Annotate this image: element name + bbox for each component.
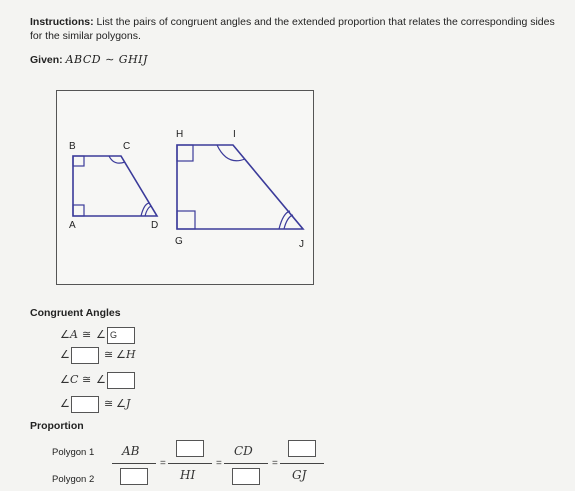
answer-box[interactable] bbox=[176, 440, 204, 457]
fraction-numerator: CD bbox=[234, 444, 253, 458]
fraction-bar bbox=[112, 463, 156, 464]
fraction-denominator: HI bbox=[180, 468, 196, 482]
angle-symbol: ∠ bbox=[60, 348, 70, 361]
instructions-body: List the pairs of congruent angles and the extended proportion that relates the corresponding sides for the similar polygons. bbox=[30, 16, 555, 42]
angle-row-2 bbox=[60, 347, 160, 365]
angle-symbol: ∠ bbox=[60, 328, 70, 341]
right-angle-g-icon bbox=[177, 211, 195, 229]
equals-sign: = bbox=[216, 458, 222, 469]
label-b: B bbox=[69, 141, 76, 152]
answer-box[interactable]: G bbox=[107, 327, 135, 344]
equals-sign: = bbox=[160, 458, 166, 469]
label-i: I bbox=[233, 129, 236, 140]
fraction-1 bbox=[112, 442, 156, 487]
equals-sign: = bbox=[272, 458, 278, 469]
given-line bbox=[30, 53, 148, 66]
right-angle-b-icon bbox=[73, 156, 84, 166]
answer-box[interactable] bbox=[288, 440, 316, 457]
label-a: A bbox=[69, 220, 76, 231]
congruent-angles-heading: Congruent Angles bbox=[30, 307, 121, 319]
given-lead: Given: bbox=[30, 54, 63, 66]
angle-name: H bbox=[126, 348, 136, 361]
polygons-figure bbox=[56, 90, 314, 285]
angle-name: C bbox=[70, 373, 79, 386]
angle-symbol: ∠ bbox=[116, 397, 126, 410]
angle-symbol: ∠ bbox=[116, 348, 126, 361]
angle-name: A bbox=[70, 328, 78, 341]
fraction-bar bbox=[168, 463, 212, 464]
polygons-diagram bbox=[57, 91, 313, 284]
right-angle-h-icon bbox=[177, 145, 193, 161]
answer-box[interactable] bbox=[120, 468, 148, 485]
instructions-lead: Instructions: bbox=[30, 16, 94, 28]
polygon1-label: Polygon 1 bbox=[52, 447, 95, 458]
answer-box[interactable] bbox=[71, 396, 99, 413]
angle-j-arc2-icon bbox=[284, 215, 293, 229]
proportion-heading: Proportion bbox=[30, 420, 84, 432]
right-angle-a-icon bbox=[73, 205, 84, 216]
label-h: H bbox=[176, 129, 184, 140]
given-statement: ABCD ∼ GHIJ bbox=[65, 53, 148, 66]
fraction-4 bbox=[280, 440, 324, 487]
congruent-symbol: ≅ bbox=[82, 328, 92, 341]
instructions-text bbox=[30, 16, 565, 43]
angle-symbol: ∠ bbox=[60, 373, 70, 386]
congruent-symbol: ≅ bbox=[82, 373, 92, 386]
answer-box[interactable] bbox=[71, 347, 99, 364]
angle-row-1 bbox=[60, 327, 140, 345]
fraction-3 bbox=[224, 442, 268, 487]
angle-row-4 bbox=[60, 396, 160, 414]
angle-name: J bbox=[126, 397, 131, 410]
congruent-symbol: ≅ bbox=[104, 348, 114, 361]
angle-d-arc2-icon bbox=[145, 206, 151, 216]
label-c: C bbox=[123, 141, 131, 152]
fraction-bar bbox=[224, 463, 268, 464]
polygon2-label: Polygon 2 bbox=[52, 474, 95, 485]
angle-row-3 bbox=[60, 372, 140, 390]
angle-i-arc-icon bbox=[217, 145, 245, 161]
label-d: D bbox=[151, 220, 159, 231]
label-j: J bbox=[299, 239, 304, 250]
congruent-symbol: ≅ bbox=[104, 397, 114, 410]
fraction-bar bbox=[280, 463, 324, 464]
fraction-numerator: AB bbox=[122, 444, 140, 458]
answer-box[interactable] bbox=[107, 372, 135, 389]
label-g: G bbox=[175, 236, 183, 247]
angle-symbol: ∠ bbox=[60, 397, 70, 410]
answer-box[interactable] bbox=[232, 468, 260, 485]
fraction-denominator: GJ bbox=[292, 468, 307, 482]
angle-symbol: ∠ bbox=[96, 328, 106, 341]
fraction-2 bbox=[168, 440, 212, 487]
angle-symbol: ∠ bbox=[96, 373, 106, 386]
